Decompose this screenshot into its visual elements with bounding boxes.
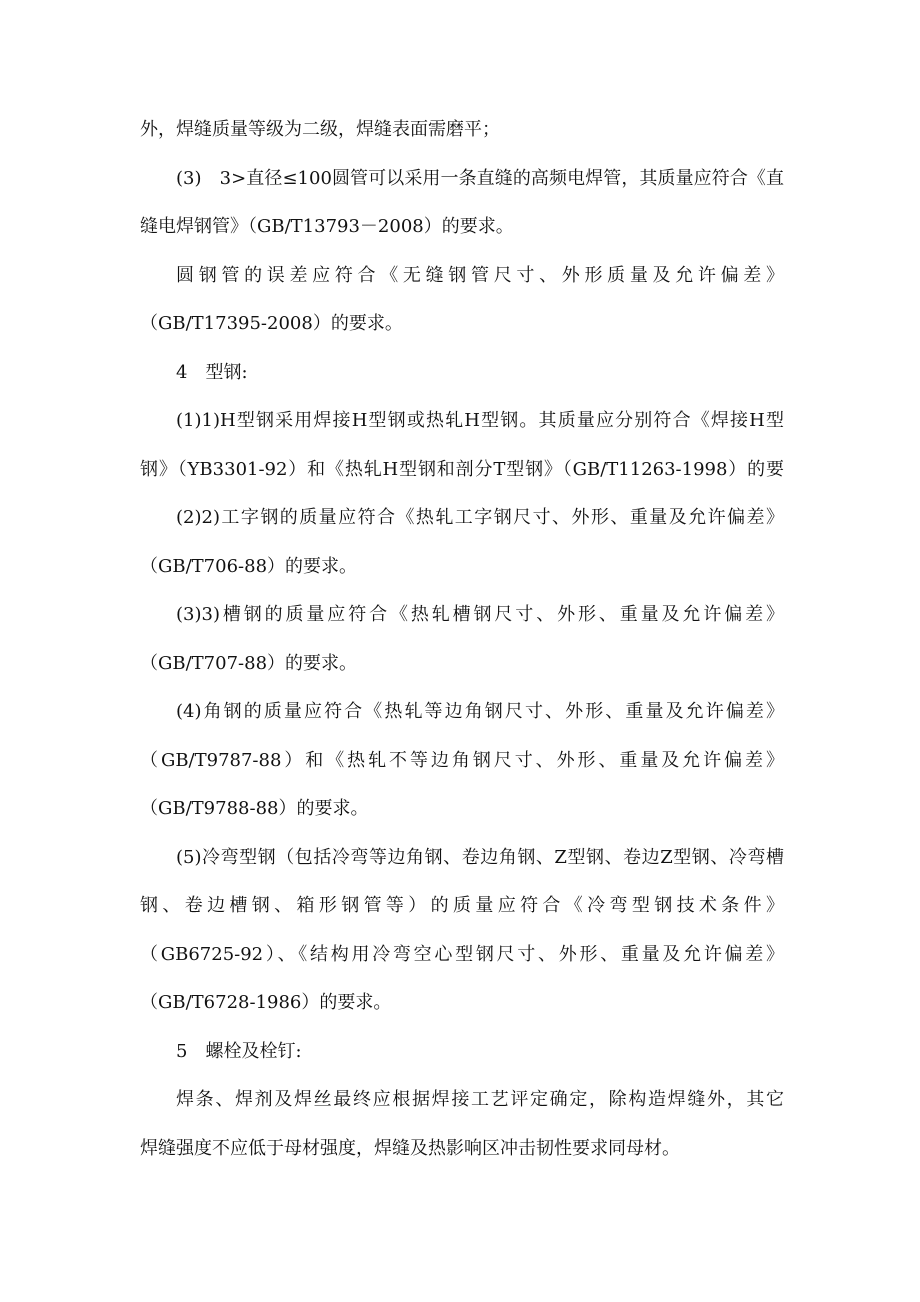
text-line: 钢》（YB3301-92）和《热轧H型钢和剖分T型钢》（GB/T11263-1998）的要 xyxy=(140,458,784,480)
text-line: (1)1)H型钢采用焊接H型钢或热轧H型钢。其质量应分别符合《焊接H型 xyxy=(176,410,784,431)
text-line: 5 螺栓及栓钉: xyxy=(176,1040,302,1062)
text-line: （GB/T707-88）的要求。 xyxy=(140,652,358,674)
text-line: 4 型钢: xyxy=(176,361,248,383)
text-line: （GB/T17395-2008）的要求。 xyxy=(140,313,403,334)
text-line: 钢、卷边槽钢、箱形钢管等）的质量应符合《冷弯型钢技术条件》 xyxy=(140,895,784,916)
text-line: 焊缝强度不应低于母材强度，焊缝及热影响区冲击韧性要求同母材。 xyxy=(140,1137,680,1159)
text-line: 焊条、焊剂及焊丝最终应根据焊接工艺评定确定，除构造焊缝外，其它 xyxy=(176,1089,784,1110)
text-line: （GB/T706-88）的要求。 xyxy=(140,555,358,577)
text-line: 外，焊缝质量等级为二级，焊缝表面需磨平； xyxy=(140,119,500,140)
text-line: （GB/T9788-88）的要求。 xyxy=(140,798,369,819)
text-line: (5)冷弯型钢（包括冷弯等边角钢、卷边角钢、Z型钢、卷边Z型钢、冷弯槽 xyxy=(176,846,784,868)
text-line: （GB6725-92）、《结构用冷弯空心型钢尺寸、外形、重量及允许偏差》 xyxy=(140,943,784,965)
text-line: 缝电焊钢管》（GB/T13793－2008）的要求。 xyxy=(140,216,514,237)
text-line: 圆钢管的误差应符合《无缝钢管尺寸、外形质量及允许偏差》 xyxy=(176,264,784,286)
text-line: (3)3)槽钢的质量应符合《热轧槽钢尺寸、外形、重量及允许偏差》 xyxy=(176,604,784,625)
text-line: （GB/T6728-1986）的要求。 xyxy=(140,992,392,1013)
text-line: (2)2)工字钢的质量应符合《热轧工字钢尺寸、外形、重量及允许偏差》 xyxy=(176,507,784,528)
text-line: (3) 3>直径≤100圆管可以采用一条直缝的高频电焊管，其质量应符合《直 xyxy=(176,167,784,189)
text-line: (4)角钢的质量应符合《热轧等边角钢尺寸、外形、重量及允许偏差》 xyxy=(176,701,784,722)
document-body xyxy=(140,106,784,1173)
text-line: （GB/T9787-88）和《热轧不等边角钢尺寸、外形、重量及允许偏差》 xyxy=(140,749,784,771)
